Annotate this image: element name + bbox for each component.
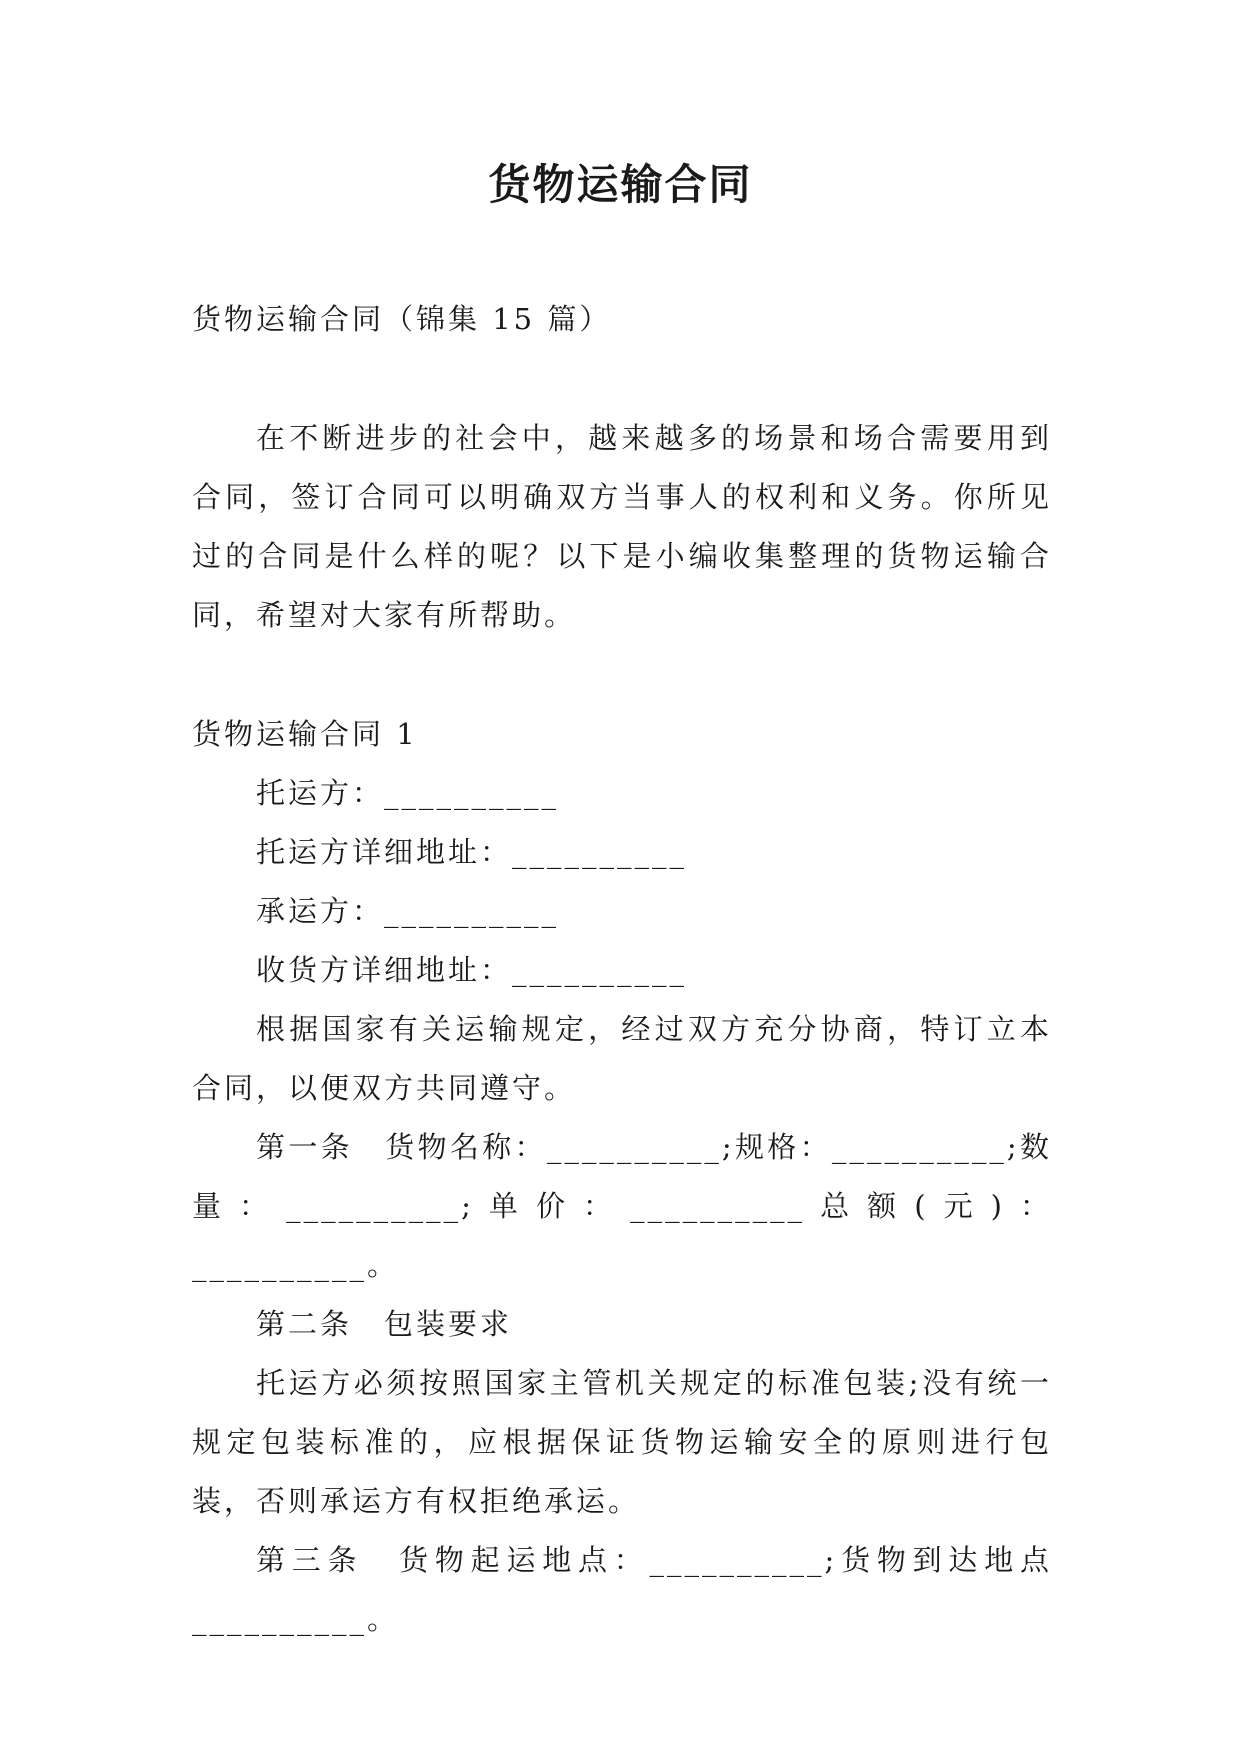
preamble-paragraph: 根据国家有关运输规定，经过双方充分协商，特订立本合同，以便双方共同遵守。: [192, 1012, 1052, 1105]
party-line-shipper-address: 托运方详细地址：__________: [256, 835, 688, 869]
article-2-heading: 第二条 包装要求: [256, 1307, 513, 1341]
article-2-body: 托运方必须按照国家主管机关规定的标准包装;没有统一规定包装标准的，应根据保证货物运输安全的原则进行包装，否则承运方有权拒绝承运。: [192, 1366, 1052, 1518]
article-1: 第一条 货物名称：__________;规格：__________;数量：__________;单价：__________总额(元)：__________。: [192, 1130, 1052, 1282]
document-title: 货物运输合同: [488, 160, 753, 209]
intro-paragraph: 在不断进步的社会中，越来越多的场景和场合需要用到合同，签订合同可以明确双方当事人的权利和义务。你所见过的合同是什么样的呢？以下是小编收集整理的货物运输合同，希望对大家有所帮助。: [192, 421, 1052, 632]
party-line-carrier: 承运方：__________: [256, 894, 560, 928]
document-subtitle: 货物运输合同（锦集 15 篇）: [192, 302, 612, 336]
party-line-shipper: 托运方：__________: [256, 776, 560, 810]
section-heading: 货物运输合同 1: [192, 717, 418, 751]
spacer: [192, 349, 1052, 409]
document-body: [192, 290, 1052, 1649]
party-line-consignee-address: 收货方详细地址：__________: [256, 953, 688, 987]
spacer: [192, 645, 1052, 705]
article-3: 第三条 货物起运地点：__________;货物到达地点__________。: [192, 1543, 1052, 1636]
